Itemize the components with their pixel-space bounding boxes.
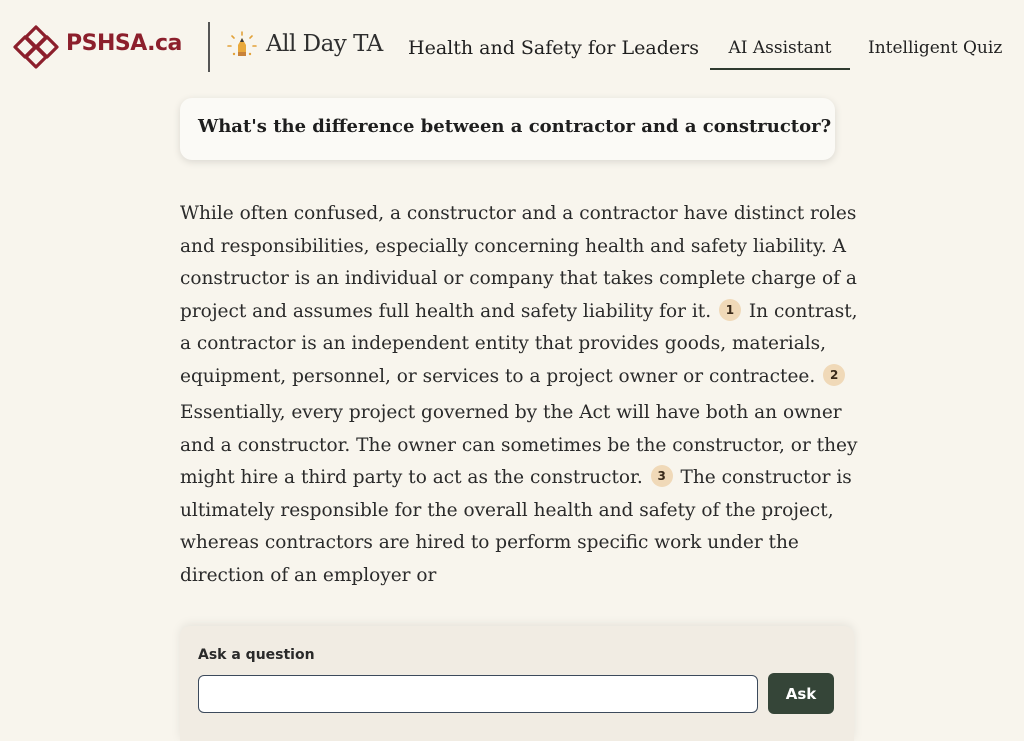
user-question-card [180,98,835,160]
answer-text: While often confused, a constructor and a contractor have distinct roles and responsibilities, especially concerning health and safety liability. A constructor is an individual or company that takes complete charge of a project and assumes full health and safety liability for it. [180,203,857,322]
user-question-text: What's the difference between a contractor and a constructor? [198,116,832,137]
app-header [0,0,1024,96]
brand-divider [208,22,210,72]
pshsa-logo-text[interactable]: PSHSA.ca [66,31,182,56]
citation-badge[interactable]: 3 [651,465,673,487]
answer-text: The constructor is ultimately responsible for the overall health and safety of the project, whereas contractors are hired to perform specific work under the direction of an employer or [180,467,852,586]
ask-question-label: Ask a question [198,647,315,663]
tab-intelligent-quiz[interactable]: Intelligent Quiz [868,38,1003,58]
allday-ta-logo-text[interactable]: All Day TA [266,31,383,57]
pencil-sun-logo-icon [226,30,258,60]
course-title: Health and Safety for Leaders [408,37,699,59]
ask-button[interactable]: Ask [768,673,834,714]
citation-badge[interactable]: 1 [719,299,741,321]
pshsa-logo-icon[interactable] [12,24,60,70]
answer-paragraph [180,397,870,592]
answer-text: Essentially, every project governed by the Act will have both an owner and a constructor. The owner can sometimes be the constructor, or they might hire a third party to act as the constructor. [180,402,858,488]
assistant-answer [180,198,870,596]
ask-question-input[interactable] [198,675,758,713]
ask-question-panel [180,626,854,741]
answer-paragraph [180,198,870,393]
citation-badge[interactable]: 2 [823,364,845,386]
answer-text: In contrast, a contractor is an independent entity that provides goods, materials, equipment, personnel, or services to a project owner or contractee. [180,300,858,387]
tab-ai-assistant[interactable]: AI Assistant [710,38,850,70]
